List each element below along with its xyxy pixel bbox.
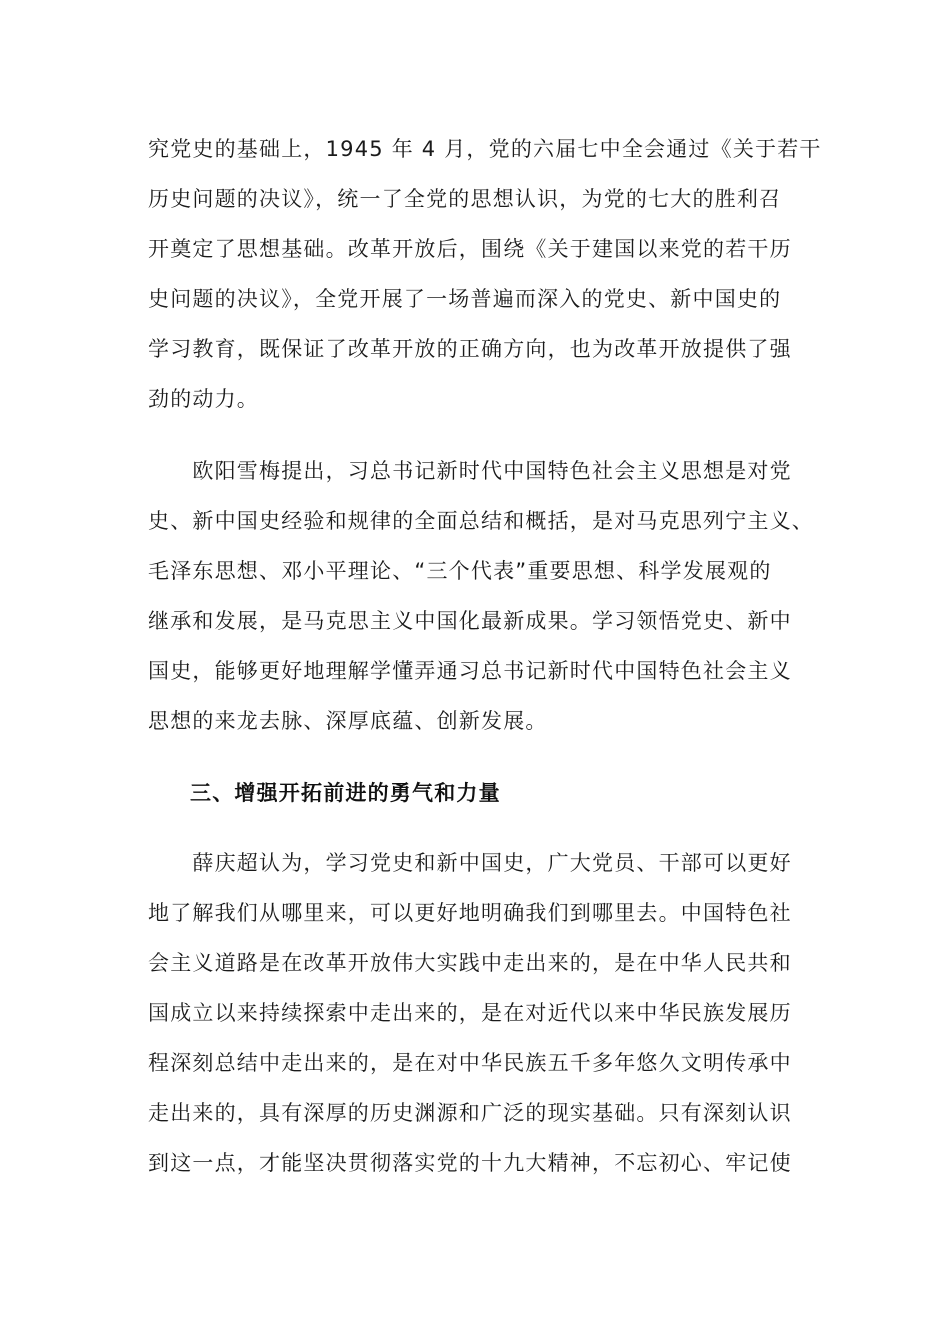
paragraph-line: 开奠定了思想基础。改革开放后，围绕《关于建国以来党的若干历 bbox=[148, 237, 792, 261]
paragraph-line: 究党史的基础上，1945 年 4 月，党的六届七中全会通过《关于若干 bbox=[148, 137, 822, 161]
paragraph-line: 走出来的，具有深厚的历史渊源和广泛的现实基础。只有深刻认识 bbox=[148, 1101, 792, 1125]
section-heading: 三、增强开拓前进的勇气和力量 bbox=[190, 781, 501, 805]
paragraph-line: 思想的来龙去脉、深厚底蕴、创新发展。 bbox=[148, 709, 548, 733]
paragraph-line: 到这一点，才能坚决贯彻落实党的十九大精神，不忘初心、牢记使 bbox=[148, 1151, 792, 1175]
paragraph-1 bbox=[148, 124, 822, 424]
paragraph-line: 史问题的决议》，全党开展了一场普遍而深入的党史、新中国史的 bbox=[148, 287, 782, 311]
paragraph-line: 国成立以来持续探索中走出来的，是在对近代以来中华民族发展历 bbox=[148, 1001, 792, 1025]
paragraph-line: 国史，能够更好地理解学懂弄通习总书记新时代中国特色社会主义 bbox=[148, 659, 792, 683]
paragraph-line: 史、新中国史经验和规律的全面总结和概括，是对马克思列宁主义、 bbox=[148, 509, 814, 533]
paragraph-line: 会主义道路是在改革开放伟大实践中走出来的，是在中华人民共和 bbox=[148, 951, 792, 975]
paragraph-line: 薛庆超认为，学习党史和新中国史，广大党员、干部可以更好 bbox=[148, 851, 792, 875]
paragraph-line: 劲的动力。 bbox=[148, 387, 259, 411]
paragraph-line: 地了解我们从哪里来，可以更好地明确我们到哪里去。中国特色社 bbox=[148, 901, 792, 925]
paragraph-2 bbox=[148, 446, 814, 746]
paragraph-line: 历史问题的决议》，统一了全党的思想认识，为党的七大的胜利召 bbox=[148, 187, 782, 211]
paragraph-3 bbox=[148, 838, 802, 1188]
paragraph-line: 学习教育，既保证了改革开放的正确方向，也为改革开放提供了强 bbox=[148, 337, 792, 361]
paragraph-line: 欧阳雪梅提出，习总书记新时代中国特色社会主义思想是对党 bbox=[148, 459, 792, 483]
paragraph-line: 毛泽东思想、邓小平理论、“三个代表”重要思想、科学发展观的 bbox=[148, 559, 772, 583]
paragraph-line: 继承和发展，是马克思主义中国化最新成果。学习领悟党史、新中 bbox=[148, 609, 792, 633]
paragraph-line: 程深刻总结中走出来的，是在对中华民族五千多年悠久文明传承中 bbox=[148, 1051, 792, 1075]
